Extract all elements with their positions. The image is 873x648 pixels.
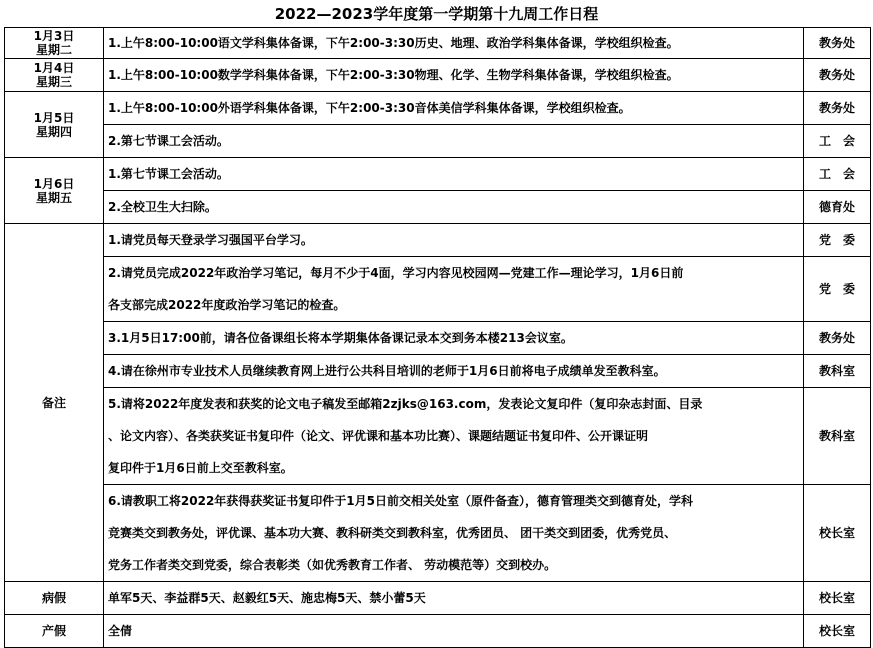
department-cell: 教务处 (804, 59, 871, 92)
task-line: 1.上午8:00-10:00外语学科集体备课，下午2:00-3:30音体美信学科集体备课，学校组织检查。 (108, 101, 631, 115)
task-line: 1.第七节课工会活动。 (108, 167, 229, 181)
department-cell: 教务处 (804, 322, 871, 355)
maternity-leave-row (5, 615, 871, 648)
task-text (104, 388, 804, 485)
day-weekday: 星期三 (35, 75, 72, 89)
page-title: 2022—2023学年度第一学期第十九周工作日程 (0, 0, 873, 28)
sick-leave-row (5, 582, 871, 615)
task-line: 1.请党员每天登录学习强国平台学习。 (108, 233, 313, 247)
leave-text: 单军5天、李益群5天、赵毅红5天、施忠梅5天、禁小蕾5天 (108, 591, 426, 605)
day-weekday: 星期二 (35, 43, 72, 57)
day-date: 1月4日 (33, 61, 75, 75)
department-cell: 教务处 (804, 92, 871, 125)
day-date: 1月5日 (33, 110, 75, 125)
task-text (104, 59, 804, 92)
task-line: 4.请在徐州市专业技术人员继续教育网上进行公共科目培训的老师于1月6日前将电子成绩单发至教科室。 (108, 364, 666, 378)
task-text (104, 485, 804, 582)
day-weekday: 星期五 (35, 190, 72, 205)
department-cell: 德育处 (804, 191, 871, 224)
task-text (104, 28, 804, 59)
task-text (104, 355, 804, 388)
task-line: 2.第七节课工会活动。 (108, 134, 229, 148)
note-row (5, 322, 871, 355)
day-cell (5, 59, 104, 92)
task-text (104, 92, 804, 125)
note-row (5, 485, 871, 582)
department-cell: 教科室 (804, 388, 871, 485)
task-text (104, 224, 804, 257)
task-text (104, 158, 804, 191)
note-row (5, 224, 871, 257)
department-cell: 教务处 (804, 28, 871, 59)
schedule-row (5, 158, 871, 191)
task-line: 竞赛类交到教务处，评优课、基本功大赛、教科研类交到教科室，优秀团员、 团干类交到团委，优秀党员、 (108, 526, 677, 540)
schedule-row (5, 191, 871, 224)
day-date: 1月6日 (33, 176, 75, 191)
task-line: 复印件于1月6日前上交至教科室。 (108, 461, 293, 475)
leave-names (104, 582, 804, 615)
schedule-table-body (5, 28, 871, 648)
task-line: 6.请教职工将2022年获得获奖证书复印件于1月5日前交相关处室（原件备查），德育管理类交到德育处，学科 (108, 494, 694, 508)
notes-label: 备注 (5, 224, 104, 582)
task-line: 各支部完成2022年度政治学习笔记的检查。 (108, 298, 346, 312)
note-row (5, 257, 871, 322)
day-cell (5, 92, 104, 158)
task-text (104, 322, 804, 355)
task-line: 2.全校卫生大扫除。 (108, 200, 217, 214)
task-line: 党务工作者类交到党委，综合表彰类（如优秀教育工作者、 劳动模范等）交到校办。 (108, 558, 557, 572)
leave-text: 全倩 (108, 624, 133, 638)
department-cell: 校长室 (804, 485, 871, 582)
day-date: 1月3日 (33, 29, 75, 43)
department-cell: 校长室 (804, 615, 871, 648)
schedule-row (5, 28, 871, 59)
note-row (5, 355, 871, 388)
schedule-row (5, 92, 871, 125)
leave-names (104, 615, 804, 648)
task-line: 2.请党员完成2022年政治学习笔记，每月不少于4面，学习内容见校园网—党建工作—理论学习，1月6日前 (108, 266, 684, 280)
note-row (5, 388, 871, 485)
department-cell: 党 委 (804, 224, 871, 257)
task-line: 、论文内容）、各类获奖证书复印件（论文、评优课和基本功比赛）、课题结题证书复印件、公开课证明 (108, 429, 649, 443)
department-cell: 教科室 (804, 355, 871, 388)
leave-label: 病假 (5, 582, 104, 615)
task-line: 3.1月5日17:00前，请各位备课组长将本学期集体备课记录本交到务本楼213会议室。 (108, 331, 573, 345)
schedule-table (4, 27, 871, 648)
department-cell: 工 会 (804, 125, 871, 158)
department-cell: 党 委 (804, 257, 871, 322)
day-cell (5, 158, 104, 224)
leave-label: 产假 (5, 615, 104, 648)
department-cell: 工 会 (804, 158, 871, 191)
day-weekday: 星期四 (35, 124, 72, 139)
task-text (104, 191, 804, 224)
task-line: 5.请将2022年度发表和获奖的论文电子稿发至邮箱2zjks@163.com，发表论文复印件（复印杂志封面、目录 (108, 397, 703, 411)
task-text (104, 257, 804, 322)
schedule-row (5, 125, 871, 158)
task-text (104, 125, 804, 158)
day-cell (5, 28, 104, 59)
department-cell: 校长室 (804, 582, 871, 615)
schedule-row (5, 59, 871, 92)
task-line: 1.上午8:00-10:00语文学科集体备课，下午2:00-3:30历史、地理、政治学科集体备课，学校组织检查。 (108, 36, 679, 50)
task-line: 1.上午8:00-10:00数学学科集体备课，下午2:00-3:30物理、化学、生物学科集体备课，学校组织检查。 (108, 68, 679, 82)
